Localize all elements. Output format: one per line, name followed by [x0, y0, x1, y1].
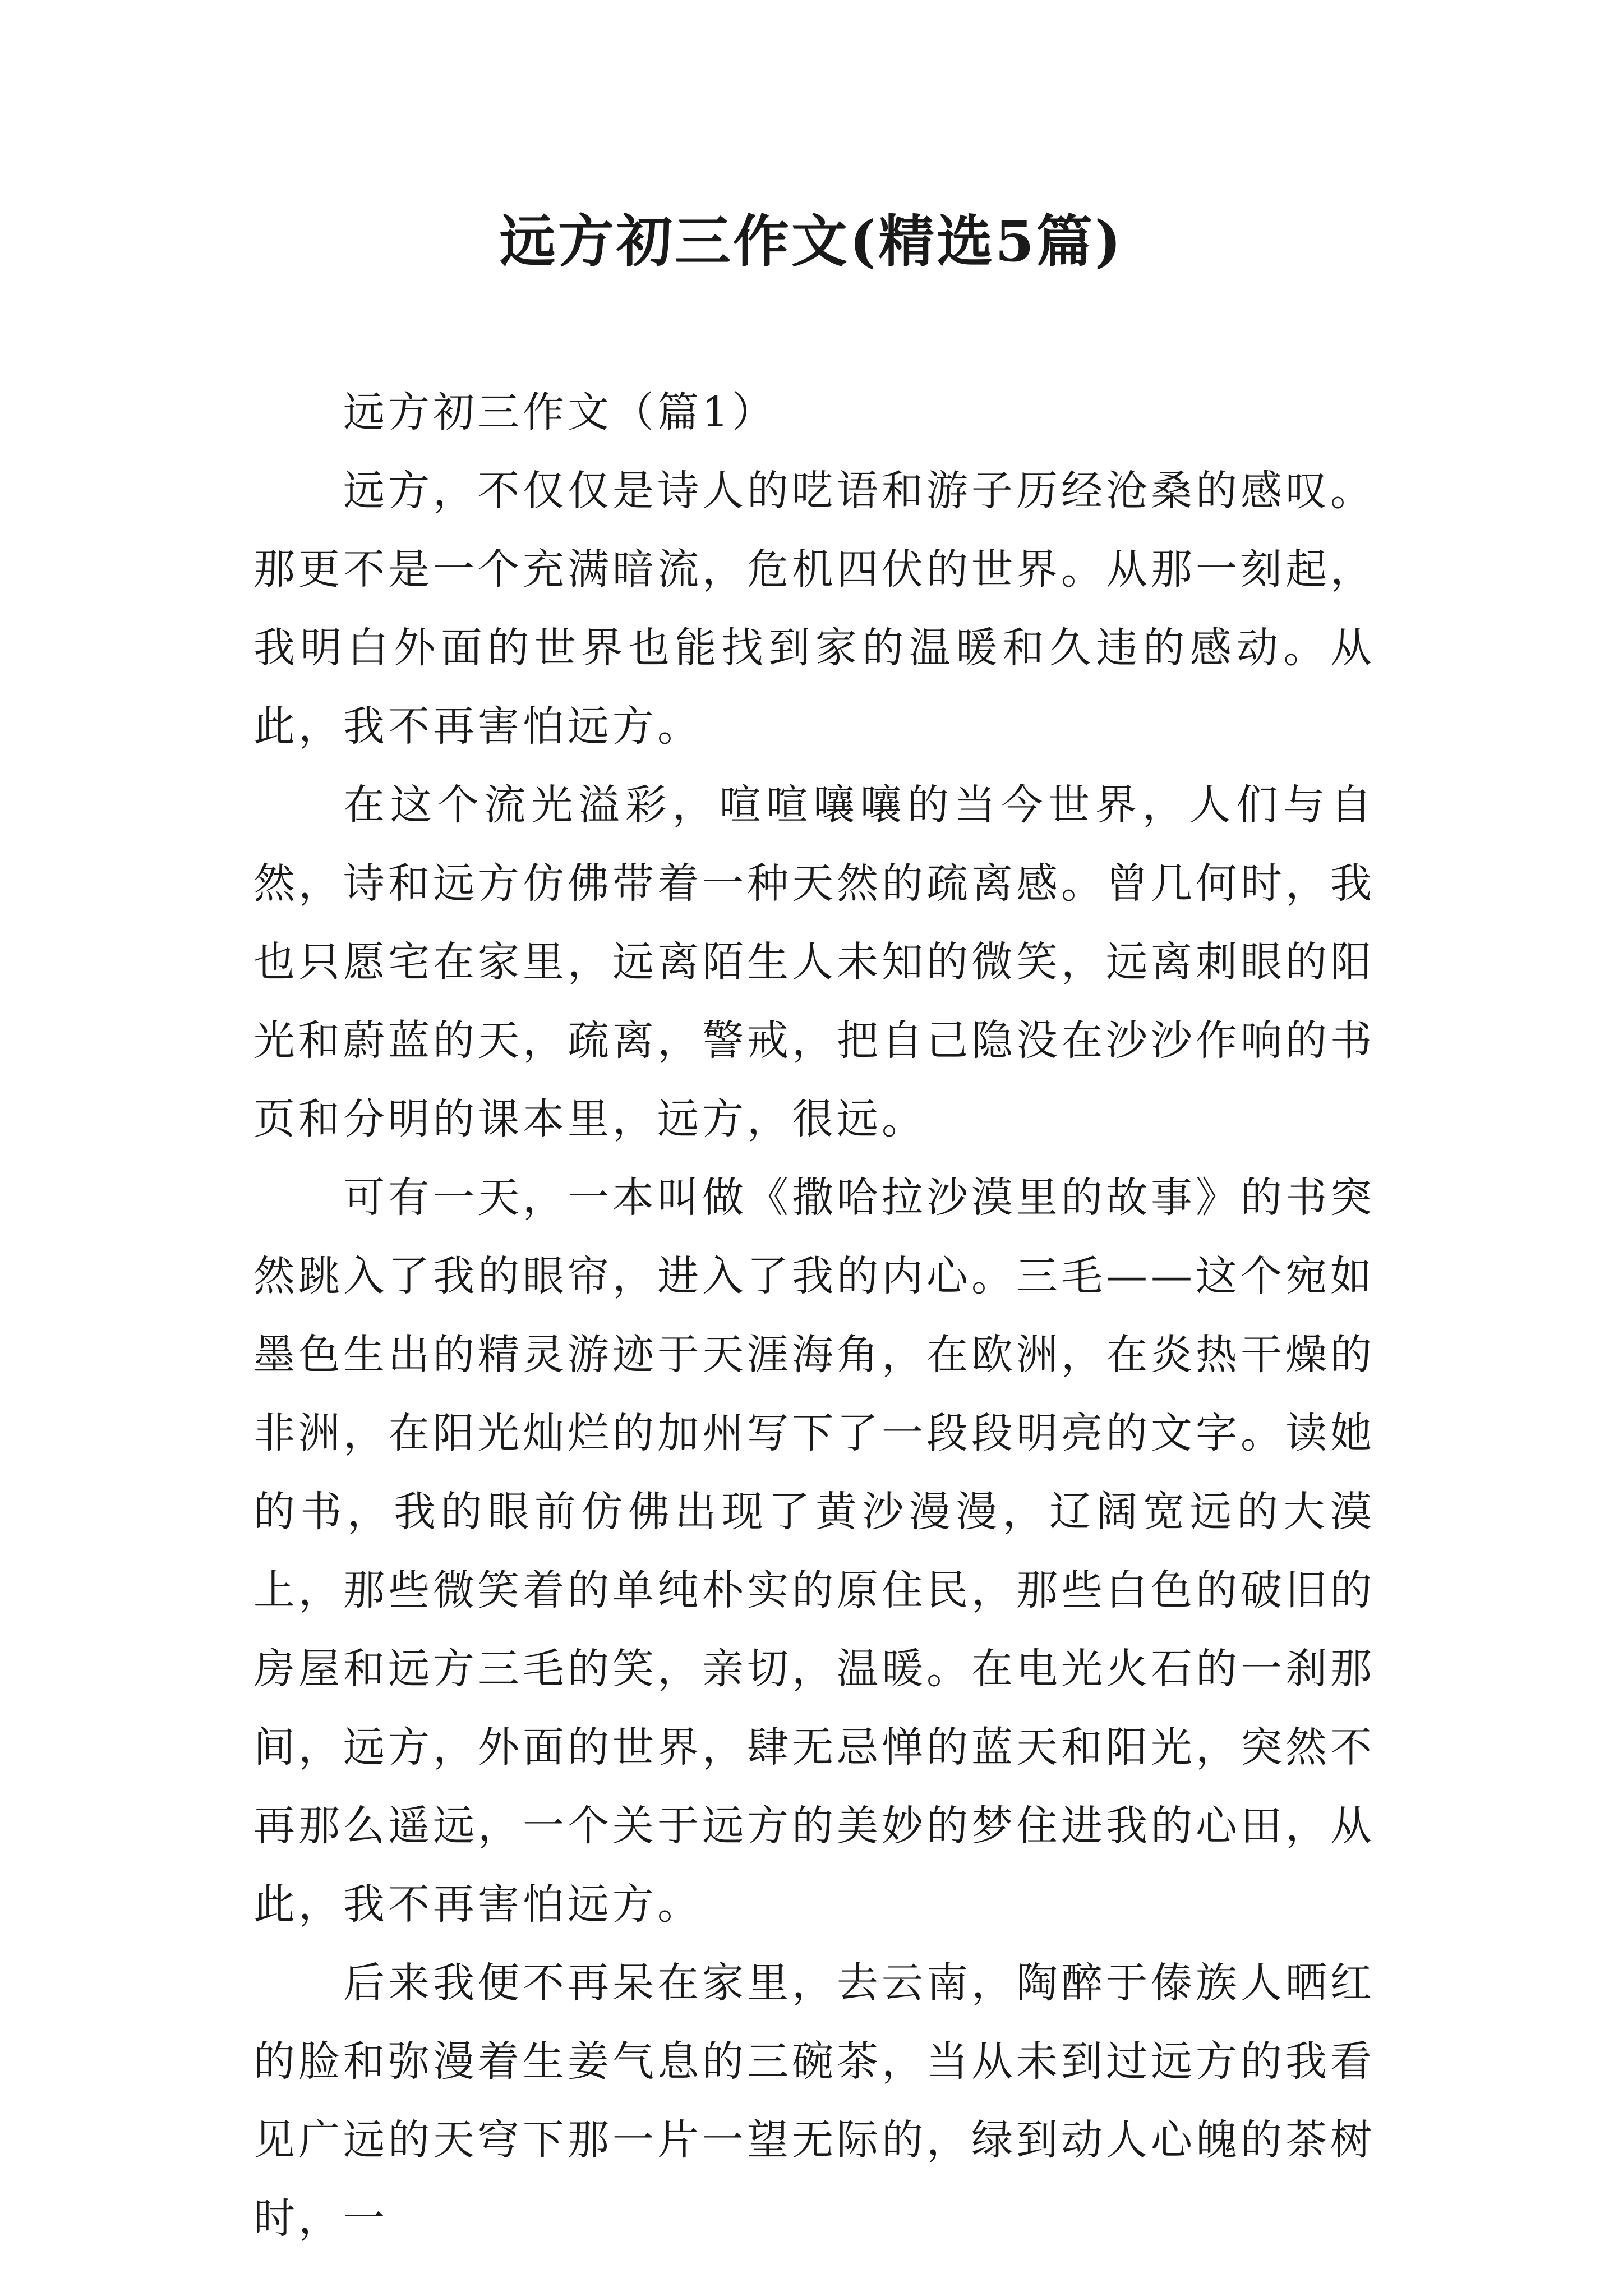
document-body — [253, 373, 1375, 2258]
paragraph: 可有一天，一本叫做《撒哈拉沙漠里的故事》的书突然跳入了我的眼帘，进入了我的内心。三毛——这个宛如墨色生出的精灵游迹于天涯海角，在欧洲，在炎热干燥的非洲，在阳光灿烂的加州写下了一段段明亮的文字。读她的书，我的眼前仿佛出现了黄沙漫漫，辽阔宽远的大漠上，那些微笑着的单纯朴实的原住民，那些白色的破旧的房屋和远方三毛的笑，亲切，温暖。在电光火石的一刹那间，远方，外面的世界，肆无忌惮的蓝天和阳光，突然不再那么遥远，一个关于远方的美妙的梦住进我的心田，从此，我不再害怕远方。 — [253, 1174, 1375, 1929]
document-title: 远方初三作文(精选5篇) — [499, 208, 1124, 274]
paragraph: 后来我便不再呆在家里，去云南，陶醉于傣族人晒红的脸和弥漫着生姜气息的三碗茶，当从未到过远方的我看见广远的天穹下那一片一望无际的，绿到动人心魄的茶树时，一 — [253, 1959, 1375, 2243]
section-heading: 远方初三作文（篇1） — [343, 388, 777, 436]
paragraph: 远方，不仅仅是诗人的呓语和游子历经沧桑的感叹。那更不是一个充满暗流，危机四伏的世界。从那一刻起，我明白外面的世界也能找到家的温暖和久违的感动。从此，我不再害怕远方。 — [253, 467, 1375, 751]
paragraph: 在这个流光溢彩，喧喧嚷嚷的当今世界，人们与自然，诗和远方仿佛带着一种天然的疏离感。曾几何时，我也只愿宅在家里，远离陌生人未知的微笑，远离刺眼的阳光和蔚蓝的天，疏离，警戒，把自己隐没在沙沙作响的书页和分明的课本里，远方，很远。 — [253, 781, 1375, 1143]
